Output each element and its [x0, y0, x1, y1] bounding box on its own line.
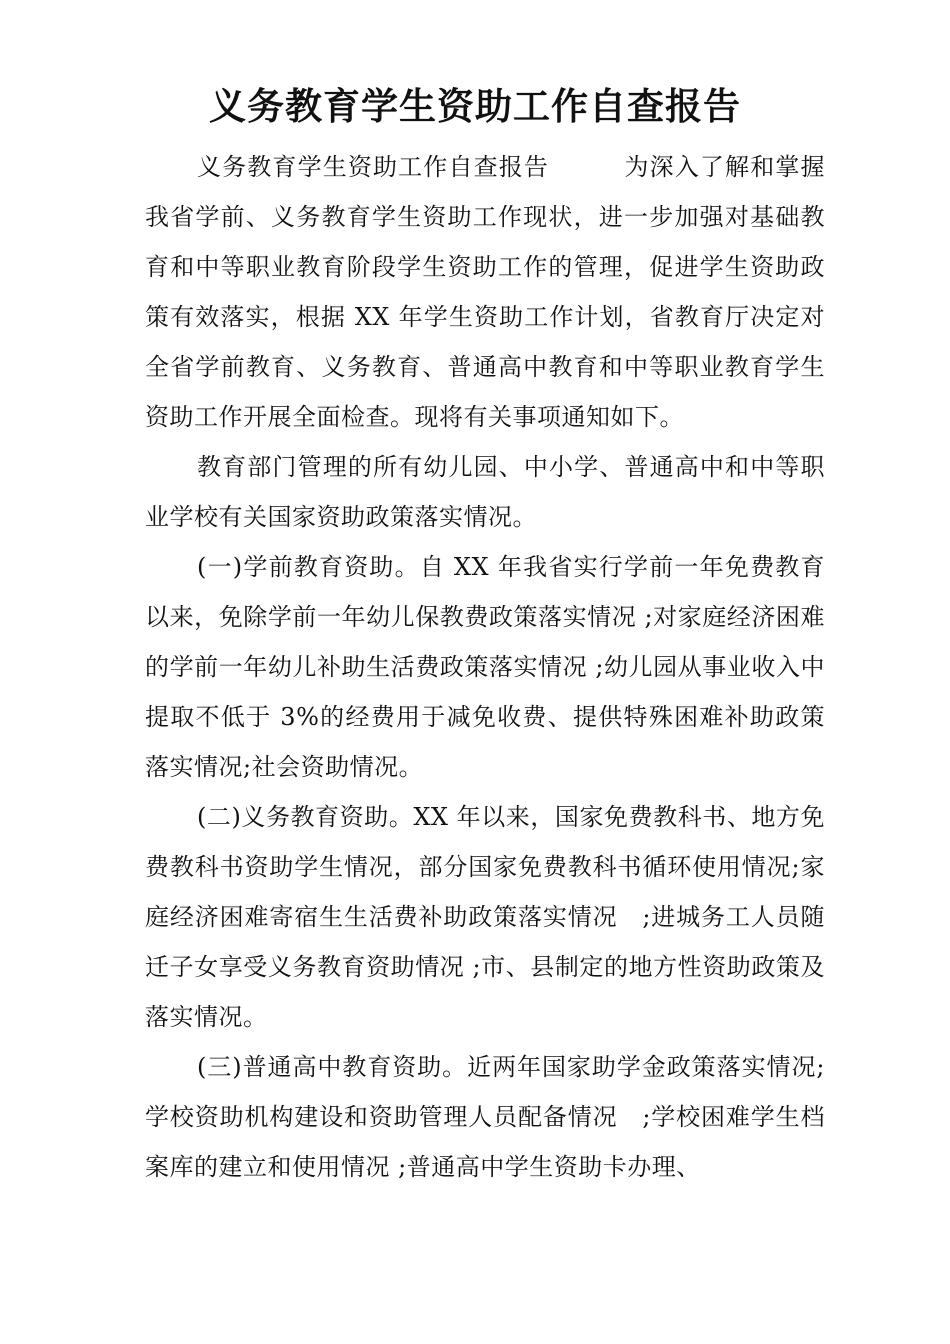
paragraph-compulsory-aid: (二)义务教育资助。XX 年以来，国家免费教科书、地方免费教科书资助学生情况，部分国家免费教科书循环使用情况;家庭经济困难寄宿生生活费补助政策落实情况 ;进城务工人员随迁子女享受义务教育资助情况 ;市、县制定的地方性资助政策及落实情况。 — [145, 803, 825, 1031]
paragraph-highschool-aid: (三)普通高中教育资助。近两年国家助学金政策落实情况;学校资助机构建设和资助管理人员配备情况 ;学校困难学生档案库的建立和使用情况 ;普通高中学生资助卡办理、 — [145, 1053, 825, 1181]
paragraph-preschool-aid: (一)学前教育资助。自 XX 年我省实行学前一年免费教育以来，免除学前一年幼儿保教费政策落实情况 ;对家庭经济困难的学前一年幼儿补助生活费政策落实情况 ;幼儿园从事业收入中提取不低于 3%的经费用于减免收费、提供特殊困难补助政策落实情况;社会资助情况。 — [145, 553, 825, 781]
paragraph-scope: 教育部门管理的所有幼儿园、中小学、普通高中和中等职业学校有关国家资助政策落实情况。 — [145, 453, 825, 531]
paragraph-intro: 义务教育学生资助工作自查报告 为深入了解和掌握我省学前、义务教育学生资助工作现状，进一步加强对基础教育和中等职业教育阶段学生资助工作的管理，促进学生资助政策有效落实，根据 XX 年学生资助工作计划，省教育厅决定对全省学前教育、义务教育、普通高中教育和中等职业教育学生资助工作开展全面检查。现将有关事项通知如下。 — [145, 153, 825, 431]
document-body — [145, 142, 825, 1192]
document-title: 义务教育学生资助工作自查报告 — [209, 84, 741, 128]
